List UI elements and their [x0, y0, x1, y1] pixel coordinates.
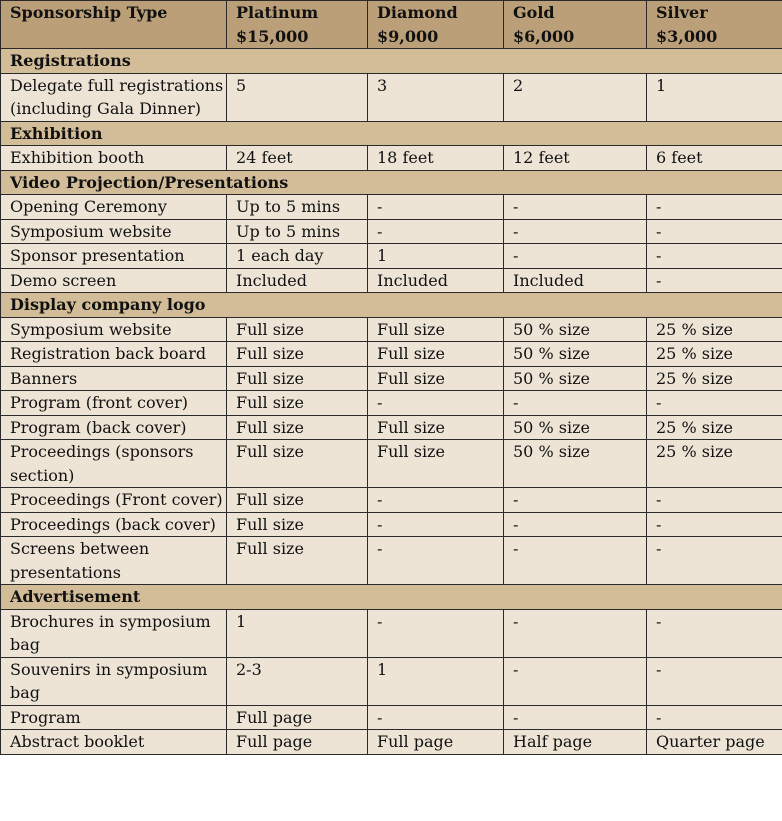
diamond-cell: 3	[368, 73, 504, 121]
gold-cell: -	[504, 705, 647, 730]
silver-cell: -	[647, 391, 782, 416]
feature-cell: Sponsor presentation	[1, 244, 227, 269]
platinum-cell: Full size	[227, 440, 368, 488]
table-row	[1, 391, 782, 416]
header-diamond: Diamond $9,000	[368, 1, 504, 49]
table-row	[1, 440, 782, 488]
table-row	[1, 219, 782, 244]
platinum-cell: Full page	[227, 730, 368, 755]
feature-cell: Symposium website	[1, 317, 227, 342]
feature-cell: Program	[1, 705, 227, 730]
section-row	[1, 121, 782, 146]
table-row	[1, 705, 782, 730]
silver-cell: 25 % size	[647, 317, 782, 342]
diamond-cell: -	[368, 219, 504, 244]
gold-cell: 50 % size	[504, 366, 647, 391]
section-row	[1, 293, 782, 318]
feature-cell: Opening Ceremony	[1, 195, 227, 220]
gold-cell: -	[504, 512, 647, 537]
table-row	[1, 366, 782, 391]
platinum-cell: Full size	[227, 366, 368, 391]
diamond-cell: -	[368, 609, 504, 657]
gold-cell: 50 % size	[504, 317, 647, 342]
gold-cell: -	[504, 391, 647, 416]
gold-cell: Included	[504, 268, 647, 293]
platinum-cell: Full size	[227, 317, 368, 342]
table-row	[1, 537, 782, 585]
platinum-cell: 1	[227, 609, 368, 657]
feature-cell: Program (back cover)	[1, 415, 227, 440]
gold-cell: 50 % size	[504, 342, 647, 367]
diamond-cell: Full size	[368, 342, 504, 367]
silver-cell: 1	[647, 73, 782, 121]
table-row	[1, 609, 782, 657]
silver-cell: -	[647, 609, 782, 657]
gold-cell: -	[504, 219, 647, 244]
platinum-cell: Included	[227, 268, 368, 293]
diamond-cell: -	[368, 488, 504, 513]
table-row	[1, 244, 782, 269]
gold-cell: -	[504, 657, 647, 705]
table-row	[1, 657, 782, 705]
gold-cell: 12 feet	[504, 146, 647, 171]
diamond-cell: Full page	[368, 730, 504, 755]
header-platinum: Platinum $15,000	[227, 1, 368, 49]
gold-cell: -	[504, 244, 647, 269]
diamond-cell: -	[368, 195, 504, 220]
silver-cell: -	[647, 657, 782, 705]
table-row	[1, 512, 782, 537]
feature-cell: Screens between presentations	[1, 537, 227, 585]
feature-cell: Demo screen	[1, 268, 227, 293]
header-silver: Silver $3,000	[647, 1, 782, 49]
platinum-cell: 2-3	[227, 657, 368, 705]
section-title: Display company logo	[1, 293, 782, 318]
silver-cell: 6 feet	[647, 146, 782, 171]
feature-cell: Banners	[1, 366, 227, 391]
table-row	[1, 730, 782, 755]
feature-cell: Exhibition booth	[1, 146, 227, 171]
silver-cell: 25 % size	[647, 415, 782, 440]
feature-cell: Registration back board	[1, 342, 227, 367]
silver-cell: -	[647, 244, 782, 269]
diamond-cell: 1	[368, 244, 504, 269]
table-row	[1, 317, 782, 342]
table-row	[1, 195, 782, 220]
feature-cell: Souvenirs in symposium bag	[1, 657, 227, 705]
platinum-cell: 24 feet	[227, 146, 368, 171]
platinum-cell: 5	[227, 73, 368, 121]
silver-cell: -	[647, 195, 782, 220]
table-row	[1, 342, 782, 367]
section-row	[1, 49, 782, 74]
diamond-cell: Full size	[368, 366, 504, 391]
table-row	[1, 415, 782, 440]
silver-cell: 25 % size	[647, 440, 782, 488]
feature-cell: Abstract booklet	[1, 730, 227, 755]
gold-cell: Half page	[504, 730, 647, 755]
feature-cell: Program (front cover)	[1, 391, 227, 416]
diamond-cell: 18 feet	[368, 146, 504, 171]
gold-cell: -	[504, 195, 647, 220]
silver-cell: 25 % size	[647, 366, 782, 391]
platinum-cell: 1 each day	[227, 244, 368, 269]
feature-cell: Delegate full registrations (including Gala Dinner)	[1, 73, 227, 121]
header-sponsorship-type: Sponsorship Type	[1, 1, 227, 49]
silver-cell: -	[647, 219, 782, 244]
feature-cell: Brochures in symposium bag	[1, 609, 227, 657]
table-row	[1, 146, 782, 171]
silver-cell: -	[647, 705, 782, 730]
gold-cell: -	[504, 537, 647, 585]
diamond-cell: -	[368, 705, 504, 730]
header-row	[1, 1, 782, 49]
diamond-cell: Full size	[368, 317, 504, 342]
diamond-cell: -	[368, 391, 504, 416]
diamond-cell: Full size	[368, 440, 504, 488]
diamond-cell: -	[368, 537, 504, 585]
section-title: Registrations	[1, 49, 782, 74]
table-row	[1, 268, 782, 293]
silver-cell: -	[647, 268, 782, 293]
platinum-cell: Full size	[227, 342, 368, 367]
diamond-cell: Full size	[368, 415, 504, 440]
feature-cell: Proceedings (Front cover)	[1, 488, 227, 513]
diamond-cell: -	[368, 512, 504, 537]
table-row	[1, 488, 782, 513]
platinum-cell: Up to 5 mins	[227, 219, 368, 244]
silver-cell: -	[647, 512, 782, 537]
section-row	[1, 585, 782, 610]
platinum-cell: Up to 5 mins	[227, 195, 368, 220]
table-row	[1, 73, 782, 121]
section-title: Exhibition	[1, 121, 782, 146]
gold-cell: 50 % size	[504, 415, 647, 440]
section-title: Video Projection/Presentations	[1, 170, 782, 195]
feature-cell: Proceedings (back cover)	[1, 512, 227, 537]
silver-cell: -	[647, 488, 782, 513]
silver-cell: Quarter page	[647, 730, 782, 755]
platinum-cell: Full size	[227, 391, 368, 416]
silver-cell: -	[647, 537, 782, 585]
platinum-cell: Full size	[227, 415, 368, 440]
platinum-cell: Full size	[227, 512, 368, 537]
platinum-cell: Full size	[227, 488, 368, 513]
gold-cell: -	[504, 488, 647, 513]
header-gold: Gold $6,000	[504, 1, 647, 49]
diamond-cell: 1	[368, 657, 504, 705]
feature-cell: Symposium website	[1, 219, 227, 244]
gold-cell: 50 % size	[504, 440, 647, 488]
gold-cell: -	[504, 609, 647, 657]
platinum-cell: Full size	[227, 537, 368, 585]
feature-cell: Proceedings (sponsors section)	[1, 440, 227, 488]
section-title: Advertisement	[1, 585, 782, 610]
silver-cell: 25 % size	[647, 342, 782, 367]
platinum-cell: Full page	[227, 705, 368, 730]
section-row	[1, 170, 782, 195]
diamond-cell: Included	[368, 268, 504, 293]
gold-cell: 2	[504, 73, 647, 121]
